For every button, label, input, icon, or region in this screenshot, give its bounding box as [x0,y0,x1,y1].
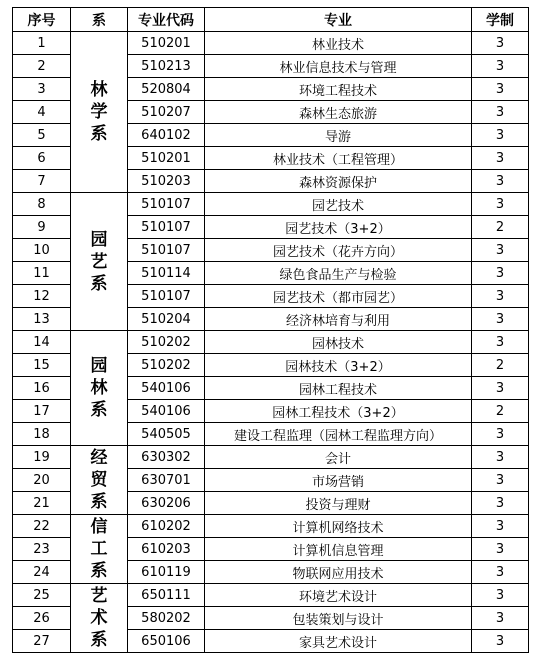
department-name-char: 园 [90,356,108,376]
major-name: 林业信息技术与管理 [205,55,472,78]
major-name: 园艺技术（花卉方向） [205,239,472,262]
department-name-char: 术 [90,608,108,628]
department-name-char: 系 [90,630,108,650]
study-years: 3 [472,607,529,630]
table-body [13,32,529,653]
department-name-char: 系 [90,400,108,420]
department-cell [71,584,128,653]
department-cell [71,331,128,446]
study-years: 3 [472,78,529,101]
major-name: 园艺技术（都市园艺） [205,285,472,308]
study-years: 3 [472,446,529,469]
study-years: 3 [472,423,529,446]
major-code: 510107 [128,285,205,308]
row-no: 20 [13,469,71,492]
major-code: 510201 [128,32,205,55]
major-name: 园林技术（3+2） [205,354,472,377]
study-years: 2 [472,354,529,377]
row-no: 12 [13,285,71,308]
table-row [13,584,529,607]
major-code: 650111 [128,584,205,607]
table-row [13,193,529,216]
study-years: 3 [472,331,529,354]
majors-table [12,7,529,653]
major-code: 640102 [128,124,205,147]
row-no: 2 [13,55,71,78]
major-name: 会计 [205,446,472,469]
major-name: 园林技术 [205,331,472,354]
major-name: 园艺技术 [205,193,472,216]
study-years: 3 [472,561,529,584]
study-years: 3 [472,262,529,285]
row-no: 15 [13,354,71,377]
study-years: 3 [472,308,529,331]
study-years: 2 [472,400,529,423]
study-years: 3 [472,170,529,193]
study-years: 3 [472,584,529,607]
row-no: 21 [13,492,71,515]
header-no: 序号 [13,8,71,32]
major-name: 家具艺术设计 [205,630,472,653]
major-code: 520804 [128,78,205,101]
major-name: 绿色食品生产与检验 [205,262,472,285]
study-years: 3 [472,492,529,515]
study-years: 3 [472,515,529,538]
major-code: 510204 [128,308,205,331]
table-row [13,515,529,538]
majors-table-container [12,7,529,653]
row-no: 17 [13,400,71,423]
major-code: 510207 [128,101,205,124]
study-years: 3 [472,124,529,147]
major-name: 环境艺术设计 [205,584,472,607]
major-name: 森林资源保护 [205,170,472,193]
major-name: 环境工程技术 [205,78,472,101]
department-name-char: 系 [90,124,108,144]
major-code: 540106 [128,400,205,423]
department-name-char: 系 [90,492,108,512]
table-row [13,32,529,55]
row-no: 25 [13,584,71,607]
major-code: 510107 [128,193,205,216]
department-cell [71,515,128,584]
major-name: 园林工程技术（3+2） [205,400,472,423]
department-name-char: 园 [90,229,108,250]
major-name: 林业技术 [205,32,472,55]
row-no: 16 [13,377,71,400]
major-code: 610119 [128,561,205,584]
major-code: 510203 [128,170,205,193]
department-name-char: 林 [90,378,108,398]
study-years: 3 [472,147,529,170]
major-name: 园林工程技术 [205,377,472,400]
major-name: 园艺技术（3+2） [205,216,472,239]
row-no: 9 [13,216,71,239]
department-name-char: 信 [90,517,108,537]
study-years: 3 [472,469,529,492]
major-code: 630302 [128,446,205,469]
major-name: 计算机信息管理 [205,538,472,561]
header-major-code: 专业代码 [128,8,205,32]
row-no: 22 [13,515,71,538]
major-code: 630206 [128,492,205,515]
department-cell [71,32,128,193]
study-years: 3 [472,630,529,653]
study-years: 3 [472,377,529,400]
department-name-char: 系 [90,561,108,581]
major-name: 包装策划与设计 [205,607,472,630]
header-row [13,8,529,32]
table-row [13,331,529,354]
department-name-char: 林 [90,80,108,100]
row-no: 4 [13,101,71,124]
major-name: 投资与理财 [205,492,472,515]
row-no: 18 [13,423,71,446]
row-no: 13 [13,308,71,331]
row-no: 19 [13,446,71,469]
row-no: 5 [13,124,71,147]
department-name-char: 系 [90,273,108,294]
department-cell [71,193,128,331]
major-name: 林业技术（工程管理） [205,147,472,170]
major-code: 510202 [128,354,205,377]
header-major: 专业 [205,8,472,32]
row-no: 6 [13,147,71,170]
department-name-char: 艺 [90,586,108,606]
header-department: 系 [71,8,128,32]
major-code: 580202 [128,607,205,630]
major-code: 510114 [128,262,205,285]
department-name-char: 贸 [90,470,108,490]
major-code: 510201 [128,147,205,170]
row-no: 23 [13,538,71,561]
major-code: 610203 [128,538,205,561]
row-no: 10 [13,239,71,262]
major-name: 经济林培育与利用 [205,308,472,331]
row-no: 11 [13,262,71,285]
row-no: 7 [13,170,71,193]
department-name-char: 经 [90,448,108,468]
study-years: 3 [472,538,529,561]
major-code: 610202 [128,515,205,538]
department-name-char: 学 [90,102,108,122]
row-no: 1 [13,32,71,55]
study-years: 3 [472,55,529,78]
department-name-char: 工 [90,539,108,559]
row-no: 8 [13,193,71,216]
table-row [13,446,529,469]
major-code: 540505 [128,423,205,446]
major-code: 510202 [128,331,205,354]
major-code: 540106 [128,377,205,400]
row-no: 27 [13,630,71,653]
study-years: 3 [472,101,529,124]
major-name: 市场营销 [205,469,472,492]
major-name: 建设工程监理（园林工程监理方向） [205,423,472,446]
major-code: 630701 [128,469,205,492]
row-no: 26 [13,607,71,630]
major-name: 导游 [205,124,472,147]
major-name: 计算机网络技术 [205,515,472,538]
major-name: 物联网应用技术 [205,561,472,584]
major-code: 510107 [128,239,205,262]
major-code: 650106 [128,630,205,653]
table-header [13,8,529,32]
study-years: 2 [472,216,529,239]
major-name: 森林生态旅游 [205,101,472,124]
row-no: 3 [13,78,71,101]
row-no: 24 [13,561,71,584]
study-years: 3 [472,32,529,55]
header-years: 学制 [472,8,529,32]
row-no: 14 [13,331,71,354]
major-code: 510107 [128,216,205,239]
major-code: 510213 [128,55,205,78]
study-years: 3 [472,239,529,262]
department-name-char: 艺 [90,251,108,272]
study-years: 3 [472,193,529,216]
department-cell [71,446,128,515]
study-years: 3 [472,285,529,308]
